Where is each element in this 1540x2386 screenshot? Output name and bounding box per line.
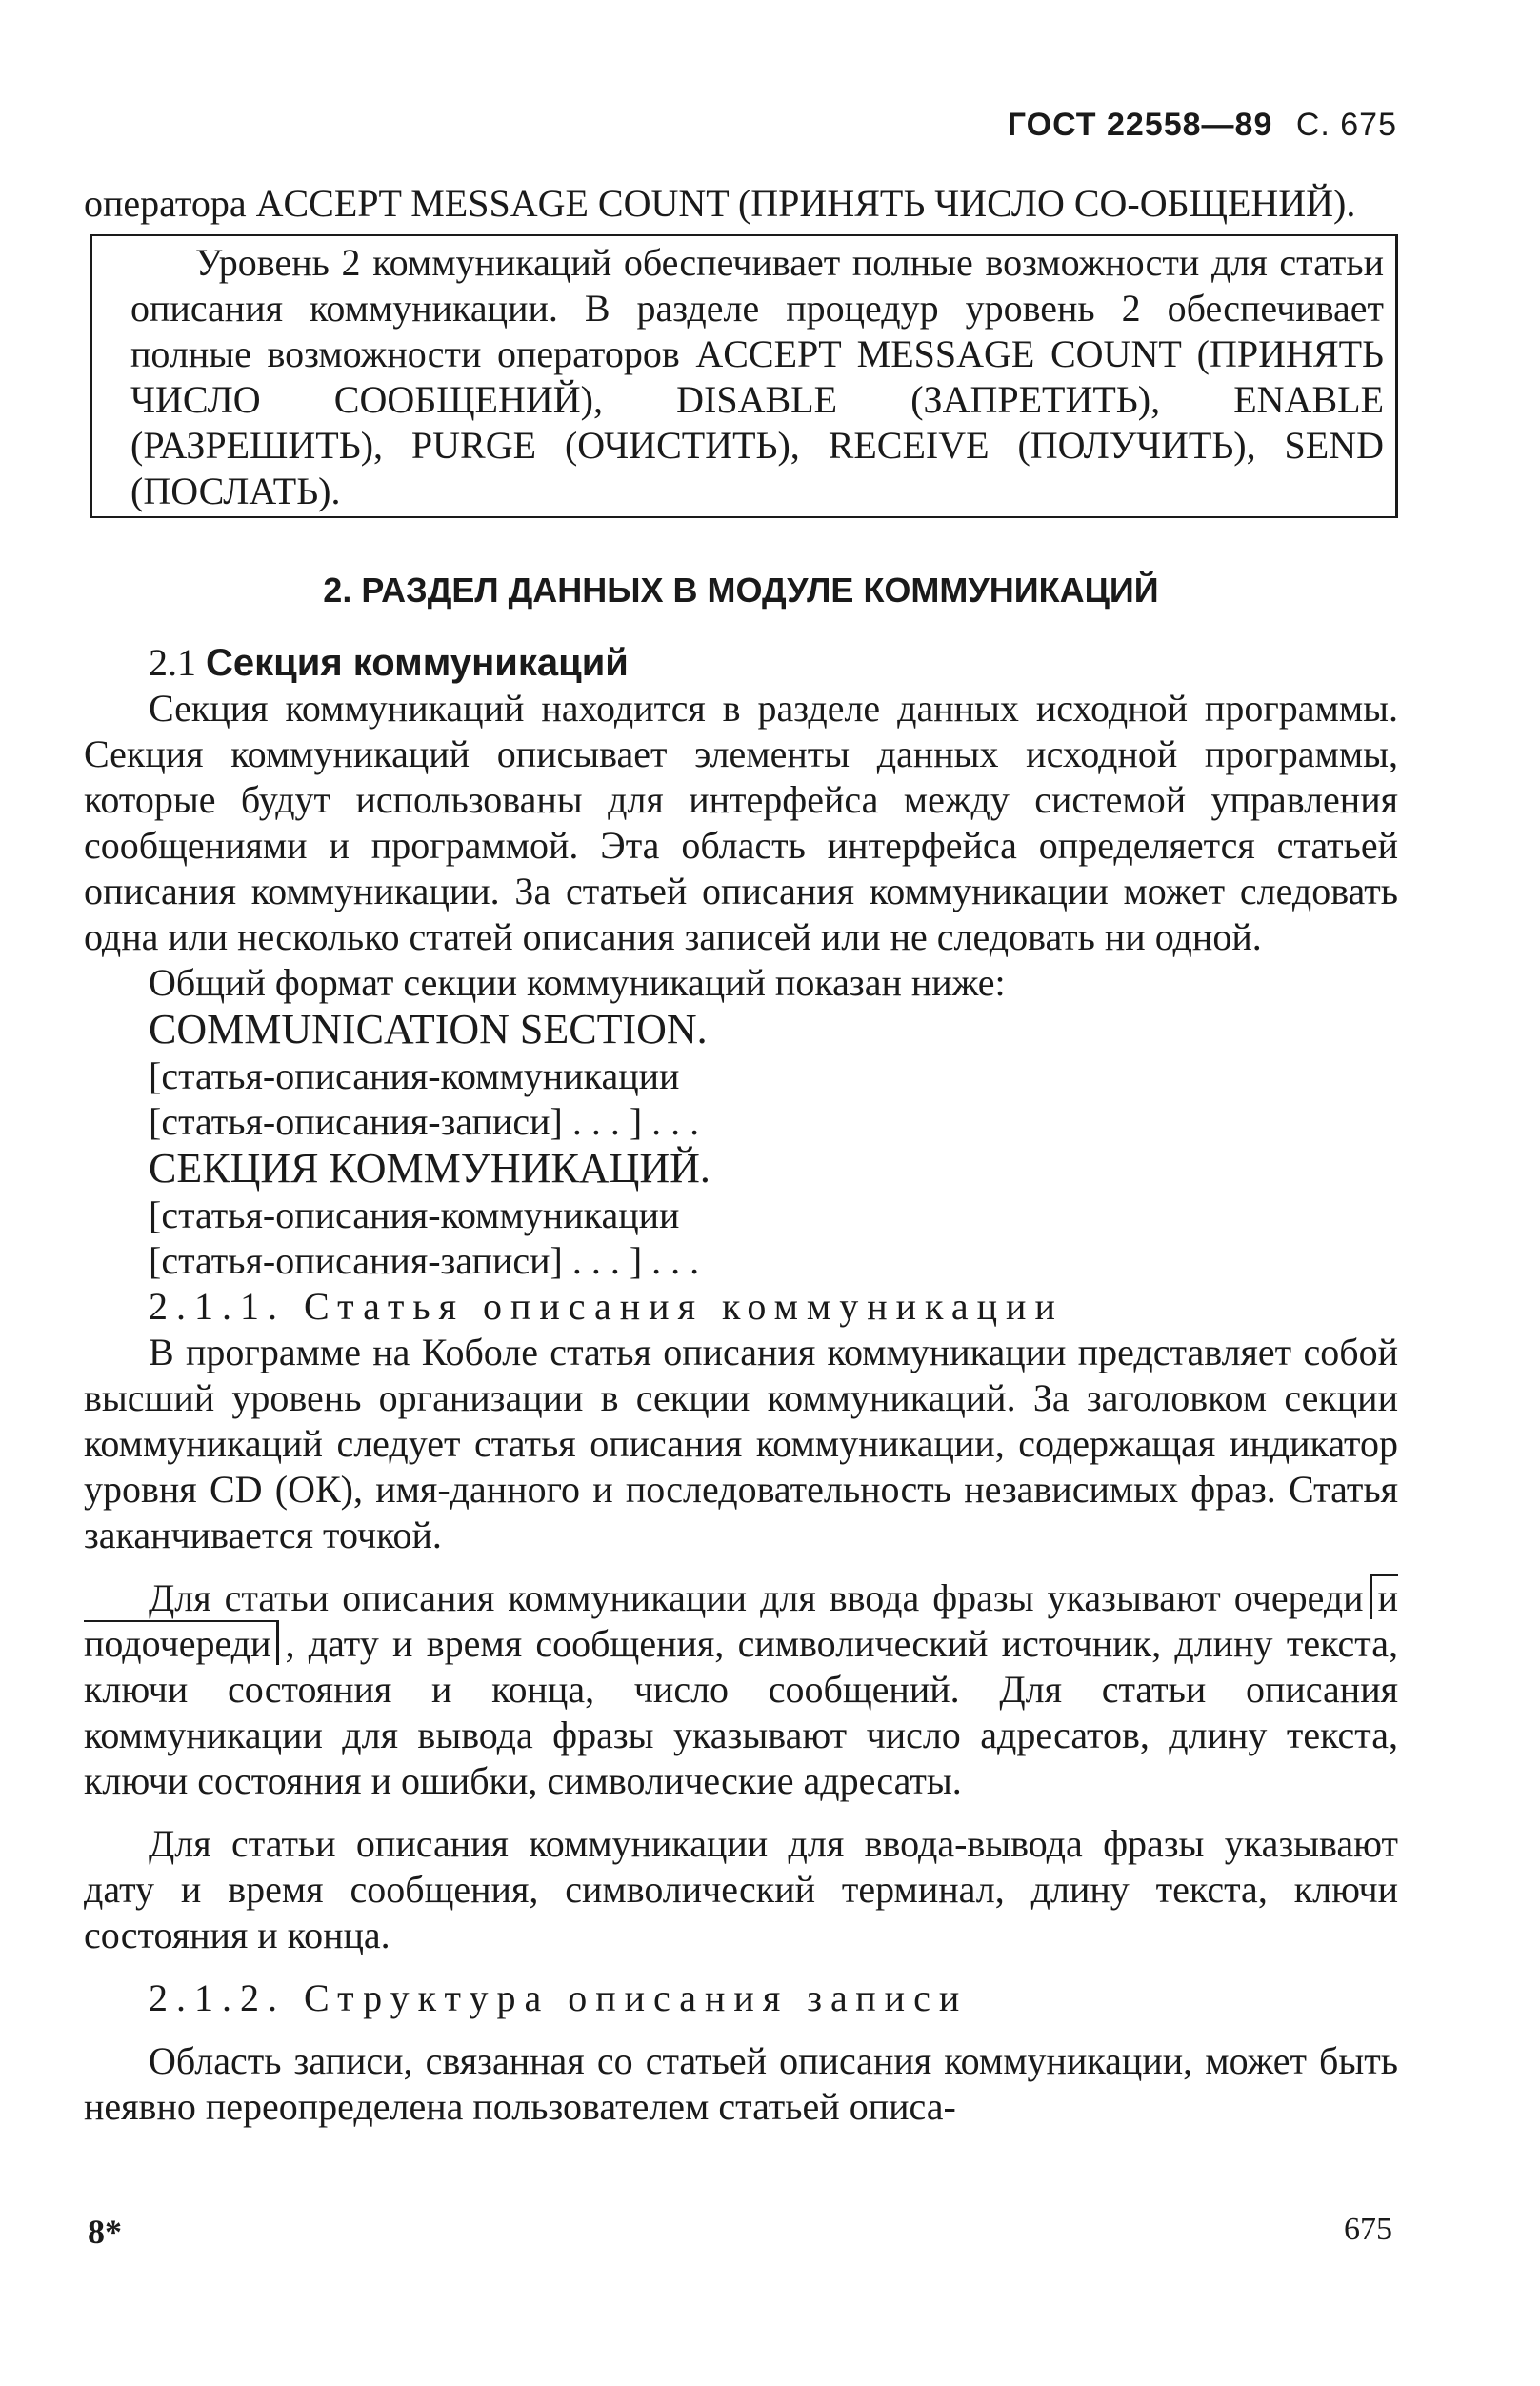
page-number: 675 — [1344, 2212, 1392, 2247]
standard-code: ГОСТ 22558—89 — [1007, 107, 1273, 143]
subsection-title: Секция коммуникаций — [206, 642, 629, 684]
level-2-box — [90, 234, 1398, 518]
subsection-2-1-paragraph: Секция коммуникаций находится в разделе данных исходной программы. Секция коммуникаций описывает элементы данных исходной программы, которые будут использованы для интерфейса между системой управления сообщениями и программой. Эта область интерфейса определяется статьей описания коммуникации. За статьей описания коммуникации может следовать одна или несколько статей описания записей или не следовать ни одной. — [84, 687, 1398, 958]
queues-subqueues-box: и подочереди — [84, 1576, 1398, 1665]
intro-paragraph: оператора ACCEPT MESSAGE COUNT (ПРИНЯТЬ ЧИСЛО СО-ОБЩЕНИЙ). — [84, 182, 1356, 225]
level-2-text: Уровень 2 коммуникаций обеспечивает полные возможности для статьи описания коммуникации. В разделе процедур уровень 2 обеспечивает полные возможности операторов ACCEPT MESSAGE COUNT (ПРИНЯТЬ ЧИСЛО СООБЩЕНИЙ), DISABLE (ЗАПРЕТИТЬ), ENABLE (РАЗРЕШИТЬ), PURGE (ОЧИСТИТЬ), RECEIVE (ПОЛУЧИТЬ), SEND (ПОСЛАТЬ). — [130, 241, 1384, 512]
subsection-2-1-heading — [84, 640, 1398, 686]
format-intro: Общий формат секции коммуникаций показан ниже: — [149, 961, 1006, 1004]
code-line: [статья-описания-записи] . . . ] . . . — [149, 1239, 700, 1282]
format-code-block — [84, 1006, 1398, 1284]
subsection-2-1-2-paragraph: Область записи, связанная со статьей описания коммуникации, может быть неявно переопределена пользователем статьей описа- — [84, 2039, 1398, 2128]
code-line: COMMUNICATION SECTION. — [149, 1006, 708, 1053]
subsection-2-1-1-paragraph-1: В программе на Коболе статья описания коммуникации представляет собой высший уровень организации в секции коммуникаций. За заголовком секции коммуникаций следует статья описания коммуникации, содержащая индикатор уровня CD (ОК), имя-данного и последовательность независимых фраз. Статья заканчивается точкой. — [84, 1331, 1398, 1556]
subsection-number: 2.1 — [149, 641, 196, 684]
code-line: [статья-описания-записи] . . . ] . . . — [149, 1100, 700, 1143]
page-header — [1008, 107, 1397, 144]
document-body — [84, 181, 1398, 2130]
signature-mark: 8* — [88, 2213, 122, 2251]
subsection-2-1-1-paragraph-2 — [84, 1575, 1398, 1804]
code-line: [статья-описания-коммуникации — [149, 1054, 680, 1097]
subsection-2-1-2-title: 2.1.2. Структура описания записи — [149, 1976, 969, 2019]
page-reference: С. 675 — [1295, 107, 1397, 143]
subsection-2-1-1-title: 2.1.1. Статья описания коммуникации — [149, 1285, 1064, 1328]
section-title: 2. РАЗДЕЛ ДАННЫХ В МОДУЛЕ КОММУНИКАЦИЙ — [323, 571, 1159, 610]
code-line: СЕКЦИЯ КОММУНИКАЦИЙ. — [149, 1145, 710, 1192]
para2-part-b: , дату и время сообщения, символический источник, длину текста, ключи состояния и конца, число сообщений. Для статьи описания коммуникации для вывода фразы указывают число адресатов, длину текста, ключи состояния и ошибки, символические адресаты. — [84, 1622, 1398, 1802]
code-line: [статья-описания-коммуникации — [149, 1193, 680, 1236]
subsection-2-1-1-paragraph-3: Для статьи описания коммуникации для ввода-вывода фразы указывают дату и время сообщения, символический терминал, длину текста, ключи состояния и конца. — [84, 1822, 1398, 1956]
para2-part-a: Для статьи описания коммуникации для ввода фразы указывают очереди — [149, 1576, 1364, 1619]
